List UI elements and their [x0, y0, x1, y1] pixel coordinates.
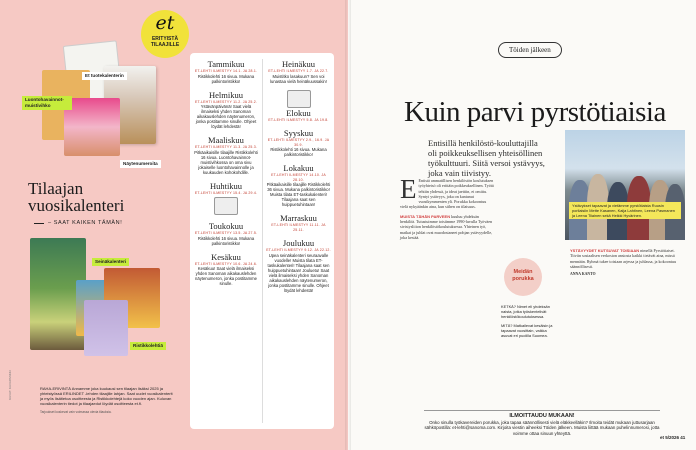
- et-badge: [141, 10, 189, 58]
- month-kesakuu: [190, 252, 262, 287]
- month-dates: ET-LEHTI ILMESTYY 11.2. JA 25.2.: [194, 99, 258, 104]
- info-notes: [501, 304, 555, 338]
- author-signature: ANNA KANTO: [570, 272, 596, 277]
- month-name: Helmikuu: [209, 89, 243, 100]
- month-name: Joulukuu: [282, 238, 315, 248]
- flower-icon: [214, 197, 238, 215]
- month-dates: ET-LEHTI ILMESTYY 11.11. JA 25.11.: [271, 223, 326, 232]
- month-toukokuu: [190, 221, 262, 246]
- month-lokakuu: [263, 163, 334, 207]
- body-text-2: kuuluu yhdeksän henkilöä. Tutustuimme toisiimme 1990-luvulla Työväen sivistysliiton henkilöstökoulutuksessa. Yhteinen työ, matkat ja juhlat ovat muodostaneet pohjan ystävyydelle, joka kestää.: [400, 213, 493, 240]
- badge-text: ERITYISTÄ TILAAJILLE: [150, 36, 180, 48]
- body-text-1: Entistä ammatillisen henkilöstön koulutuksen työyhteisö oli erittäin poikkeuksellinen. Työtä tehtiin yhdessä, ja ideat jaettiin, ei omittu. Syntyi ystävyys, joka on kantanut vuosikymmenten yli. Porukka kokoontuu vielä nykyäänkin aina, kun siihen on tilaisuus.: [400, 178, 494, 210]
- headline: Tilaajan vuosikalenteri: [28, 179, 125, 215]
- month-text: Upea seinäkalenteri seuraavalle vuodelle! Muista tilata ET-taskukalenteri! Tilaajana saat sen huippuetuhintaan! Jouluetu! Saat vielä ilmaiseksi yhden Sanoman aikakauslehden näytenumeron, jonka postitamme sinulle. Ohjeet löydät lehdestä!: [267, 252, 330, 293]
- bird-icon: [287, 90, 311, 108]
- month-name: Elokuu: [286, 107, 311, 118]
- article-title: Kuin parvi pyrstötiaisia: [404, 96, 666, 128]
- ilmoittaudu-box: [424, 410, 660, 436]
- month-name: Huhtikuu: [209, 180, 243, 191]
- callout-seinakalenteri: Seinäkalenteri: [92, 258, 129, 266]
- month-heinakuu: [263, 59, 334, 84]
- month-text: Ristikkolehti 16 sivua. Mukana palkintoristikko!: [197, 73, 255, 84]
- month-text: Pitkäaikaisille tilaajille Ristikkolehti 36 sivua. Mukana palkintoristikko! Muista tilata ET-taskukalenteri! Tilaajana saat sen huippuetuhintaan!: [266, 182, 331, 207]
- et-logo: et: [155, 12, 175, 34]
- month-name: Lokakuu: [283, 163, 314, 173]
- month-name: Syyskuu: [283, 128, 314, 138]
- month-dates: ET-LEHTI ILMESTYY 9.12. JA 22.12.: [266, 248, 331, 252]
- month-joulukuu: [263, 238, 334, 293]
- month-dates: ET-LEHTI ILMESTYY 14.10. JA 28.10.: [271, 173, 326, 182]
- body-paragraph-2: [400, 214, 494, 240]
- month-huhtikuu: [190, 181, 262, 216]
- ilmoittaudu-heading: ILMOITTAUDU MUKAAN!: [424, 410, 660, 420]
- photo-caption: Ystävykset tapaavat ja vietämme pyrstötiaista Ruusin porilaisiin Mette Kasanen, Kaija Lahtinen, Leena Pasmanen ja Leena Tiiainen sekä Heikki Hyvärinen.: [569, 202, 681, 219]
- month-text: Ystävänpäivänä! Saat vielä ilmaiseksi yhden Sanoman aikakauslehden näytenumeron, jonka postitamme sinulle. Ohjeet löydät lehdestä!: [195, 104, 257, 129]
- month-dates: ET-LEHTI ILMESTYY 2.9., 16.9. JA 30.9.: [267, 138, 330, 147]
- month-name: Kesäkuu: [211, 251, 241, 262]
- month-dates: ET-LEHTI ILMESTYY 13.5. JA 27.5.: [194, 231, 258, 235]
- tagline: – SAAT KAIKEN TÄMÄN!: [48, 220, 123, 226]
- month-name: Toukokuu: [208, 221, 244, 231]
- month-maaliskuu: [190, 135, 262, 175]
- month-dates: ET-LEHTI ILMESTYY 11.3. JA 25.3.: [194, 145, 258, 149]
- month-marraskuu: [263, 213, 334, 232]
- month-dates: ET-LEHTI ILMESTYY 15.4. JA 29.4.: [194, 190, 258, 195]
- body-label-2: MUISTA TÄHÄN PARVEEN: [400, 213, 451, 219]
- section-kicker: Töiden jälkeen: [498, 42, 562, 58]
- body-text-3: nimellä Pyrstötiaiset. Tiiviin sosiaalisen verkoston ansiosta kaikki tietävät aina, missä mennään. Ryhmä tukee toisiaan arjessa ja juhlassa, ja kokoontuu säännöllisesti.: [570, 248, 677, 269]
- month-text: Ristikkolehti 16 sivua. Mukana palkintoristikko!: [197, 235, 255, 246]
- drop-cap: E: [400, 174, 417, 204]
- meidan-porukka-badge: Meidän porukka: [504, 258, 542, 296]
- article-lead: Entisillä henkilöstö-kouluttajilla oli poikkeuksellisen yhteisöllinen työkulttuuri. Siitä versoi ystävyys, joka vain tiivistyy.: [428, 138, 545, 178]
- body-column-3: [570, 248, 682, 277]
- calendar-column-right: [262, 59, 334, 423]
- month-name: Marraskuu: [280, 213, 317, 223]
- photo-credit: KUVAT: KUVAPANKKI: [8, 370, 12, 400]
- month-dates: ET-LEHTI ILMESTYY 14.1. JA 28.1.: [194, 69, 258, 73]
- month-name: Heinäkuu: [281, 59, 316, 69]
- callout-muistivihko: Luontohavainnot-muistivihko: [22, 96, 72, 110]
- ristikkolehti-image-3: [84, 300, 128, 356]
- note-mita: MITÄ? Matkailevat kesäisin ja tapaavat vuosittain, vaikka asuvat eri puolilla Suomea.: [501, 323, 553, 338]
- calendar-column-left: [190, 59, 262, 292]
- intro-text: RAHA-ERIVINTÄ Annamme joka kuukausi sen tilaajan lisäksi 2025 ja yhteistyössä ERILINDET -lehden tilaajille lahjan. Saat uudet vuosikalenterit ja myös lisätietoa osoitteesta ja Ristikkolehtejä koko vuoden ajan. Kuluvan vuosikalenterin tiedot ja tilaajaedut löydät osoitteesta et.fi.: [40, 386, 173, 406]
- callout-ristikkolehtia: Ristikkolehtiä: [130, 342, 166, 350]
- callout-naytenumeroita: Näytenumeroita: [120, 160, 161, 168]
- month-elokuu: [263, 90, 334, 123]
- ilmoittaudu-text: Onko sinulla työkavereiden porukka, joka tapaa säännöllisesti vielä eläkkeelläkin? Ilmoita teidät mukaan juttusarjaan sähköpostilla: et-lehti@sanoma.com. Kirjoita viestin aiheeksi Töiden jälkeen. Muista liittää mukaan puhelinnumerosi, jotta voimme ottaa sinuun yhteyttä.: [424, 419, 660, 436]
- month-text: Pitkäaikaisille tilaajille Ristikkolehti 16 sivua. Luontohavainnot-muistivihkossa on oma sivu jokaiselle luontohavainnolle ja kuukauden kohokohdille.: [194, 149, 258, 175]
- calendar-card: [190, 53, 334, 429]
- body-label-3: YSTÄVYYDET KUTSUVAT TOISIAAN: [570, 248, 640, 253]
- month-dates: ET-LEHTI ILMESTYY 10.6. JA 24.6.: [194, 261, 258, 266]
- month-dates: ET-LEHTI ILMESTYY 1.7. JA 22.7.: [268, 69, 329, 73]
- month-text: Ristikkolehti 16 sivua. Mukana palkintoristikko!: [270, 147, 327, 157]
- note-ketka: KETKÄ? Nimet eli yhdeksän naista, jotka työskentelivät henkilöstökoulutuksessa.: [501, 304, 550, 319]
- month-text: Muistitko lasakuun? Sen voi lunastaa vielä heinäkuussakin!: [270, 73, 327, 84]
- group-photo: [565, 130, 685, 240]
- month-name: Tammikuu: [207, 59, 245, 69]
- kodin-magazine-image: [64, 98, 120, 156]
- spine: [345, 0, 351, 450]
- month-name: Maaliskuu: [208, 135, 244, 145]
- month-text: Kesäkuu! Saat vielä ilmaiseksi yhden Sanoman aikakauslehden näytenumeron, jonka postitamme sinulle.: [195, 266, 257, 286]
- month-helmikuu: [190, 90, 262, 130]
- body-column-1: [400, 174, 494, 240]
- reference-text: Tarjoukset koskevat vain voimassa olevia tilauksia.: [40, 410, 112, 414]
- month-tammikuu: [190, 59, 262, 84]
- month-dates: ET-LEHTI ILMESTYY 5.8. JA 19.8.: [268, 117, 329, 122]
- page-footer: et 5/2026 41: [660, 435, 686, 440]
- callout-taskukalenteri: Et tuotekalenterin: [82, 72, 127, 80]
- month-syyskuu: [263, 128, 334, 157]
